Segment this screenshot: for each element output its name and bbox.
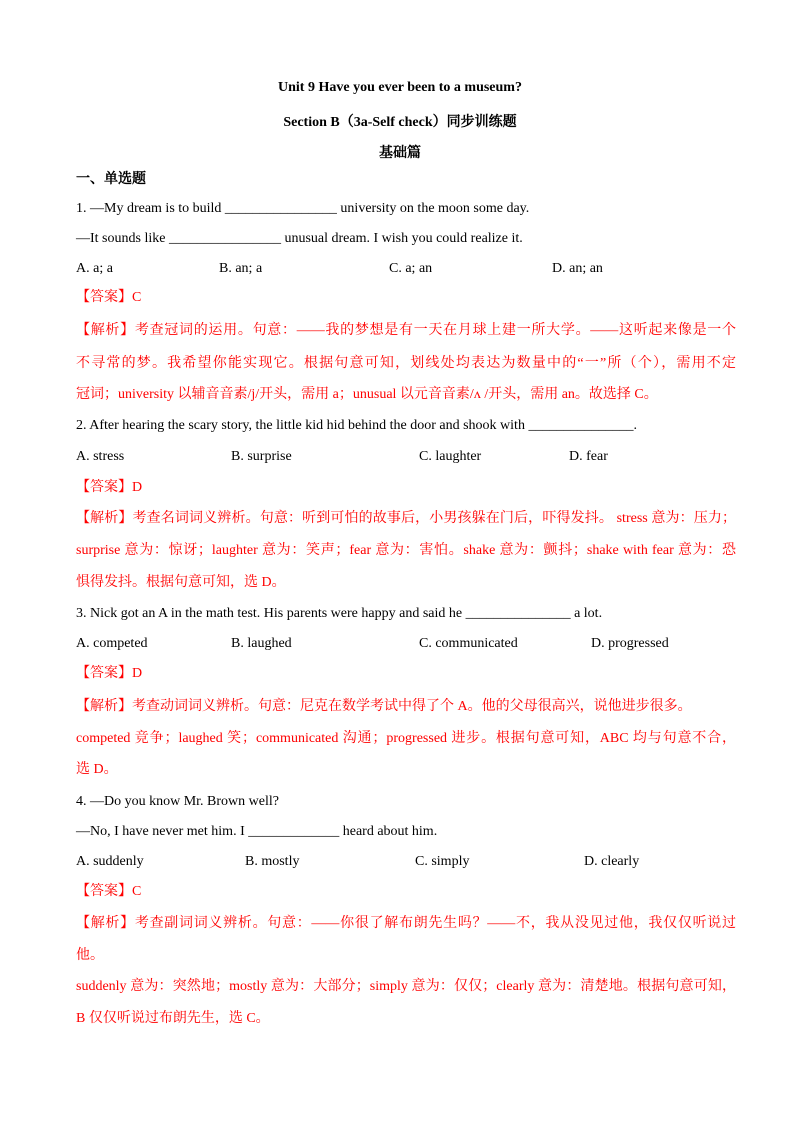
question-3-options [76,634,736,654]
question-2-line-1: 2. After hearing the scary story, the little kid hid behind the door and shook with _______________. [76,418,637,433]
document-level: 基础篇 [379,146,421,161]
question-2-analysis-3: 惧得发抖。根据句意可知，选 D。 [76,575,286,590]
question-1-analysis-1: 【解析】考查冠词的运用。句意：——我的梦想是有一天在月球上建一所大学。——这听起来像是一个 [76,323,736,338]
question-3-line-1: 3. Nick got an A in the math test. His parents were happy and said he _______________ a lot. [76,606,603,621]
option-a: A. competed [76,636,148,651]
option-c: C. simply [415,854,470,869]
question-2-answer: 【答案】D [76,480,143,495]
question-3-analysis-2: competed 竞争；laughed 笑；communicated 沟通；progressed 进步。根据句意可知，ABC 均与句意不合， [76,731,736,746]
option-c: C. communicated [419,636,518,651]
option-a: A. suddenly [76,854,144,869]
question-4-analysis-4: B 仅仅听说过布朗先生，选 C。 [76,1011,270,1026]
question-1-options [76,259,736,279]
question-4-line-1: 4. —Do you know Mr. Brown well? [76,794,279,809]
option-b: B. surprise [231,449,292,464]
question-4-answer: 【答案】C [76,884,142,899]
question-2-analysis-1: 【解析】考查名词词义辨析。句意：听到可怕的故事后，小男孩躲在门后，吓得发抖。 stress 意为：压力； [76,511,736,526]
question-3-answer: 【答案】D [76,666,143,681]
option-a: A. a; a [76,261,113,276]
option-b: B. an; a [219,261,263,276]
option-c: C. a; an [389,261,433,276]
question-1-analysis-3: 冠词；university 以辅音音素/j/开头，需用 a；unusual 以元音音素/ʌ /开头，需用 an。故选择 C。 [76,387,658,402]
question-1-answer: 【答案】C [76,290,142,305]
question-2-analysis-2: surprise 意为：惊讶；laughter 意为：笑声；fear 意为：害怕。shake 意为：颤抖；shake with fear 意为：恐 [76,543,736,558]
option-d: D. an; an [552,261,603,276]
section-heading: 一、单选题 [76,172,146,187]
question-3-analysis-3: 选 D。 [76,762,118,777]
question-1-line-1: 1. —My dream is to build ________________ university on the moon some day. [76,201,530,216]
option-b: B. laughed [231,636,292,651]
question-1-line-2: —It sounds like ________________ unusual dream. I wish you could realize it. [76,231,523,246]
option-d: D. clearly [584,854,640,869]
document-title: Unit 9 Have you ever been to a museum? [278,80,522,95]
question-4-line-2: —No, I have never met him. I _____________ heard about him. [76,824,438,839]
question-4-options [76,852,736,872]
question-2-options [76,447,736,467]
option-d: D. progressed [591,636,669,651]
question-3-analysis-1: 【解析】考查动词词义辨析。句意：尼克在数学考试中得了个 A。他的父母很高兴，说他进步很多。 [76,699,692,714]
option-d: D. fear [569,449,608,464]
question-1-analysis-2: 不寻常的梦。我希望你能实现它。根据句意可知，划线处均表达为数量中的“一”所（个），需用不定 [76,356,736,371]
option-a: A. stress [76,449,125,464]
question-4-analysis-2: 他。 [76,948,104,963]
document-subtitle: Section B（3a-Self check）同步训练题 [283,115,517,130]
question-4-analysis-1: 【解析】考查副词词义辨析。句意：——你很了解布朗先生吗？——不，我从没见过他，我仅仅听说过 [76,916,736,931]
question-4-analysis-3: suddenly 意为：突然地；mostly 意为：大部分；simply 意为：仅仅；clearly 意为：清楚地。根据句意可知， [76,979,736,994]
option-b: B. mostly [245,854,300,869]
option-c: C. laughter [419,449,482,464]
